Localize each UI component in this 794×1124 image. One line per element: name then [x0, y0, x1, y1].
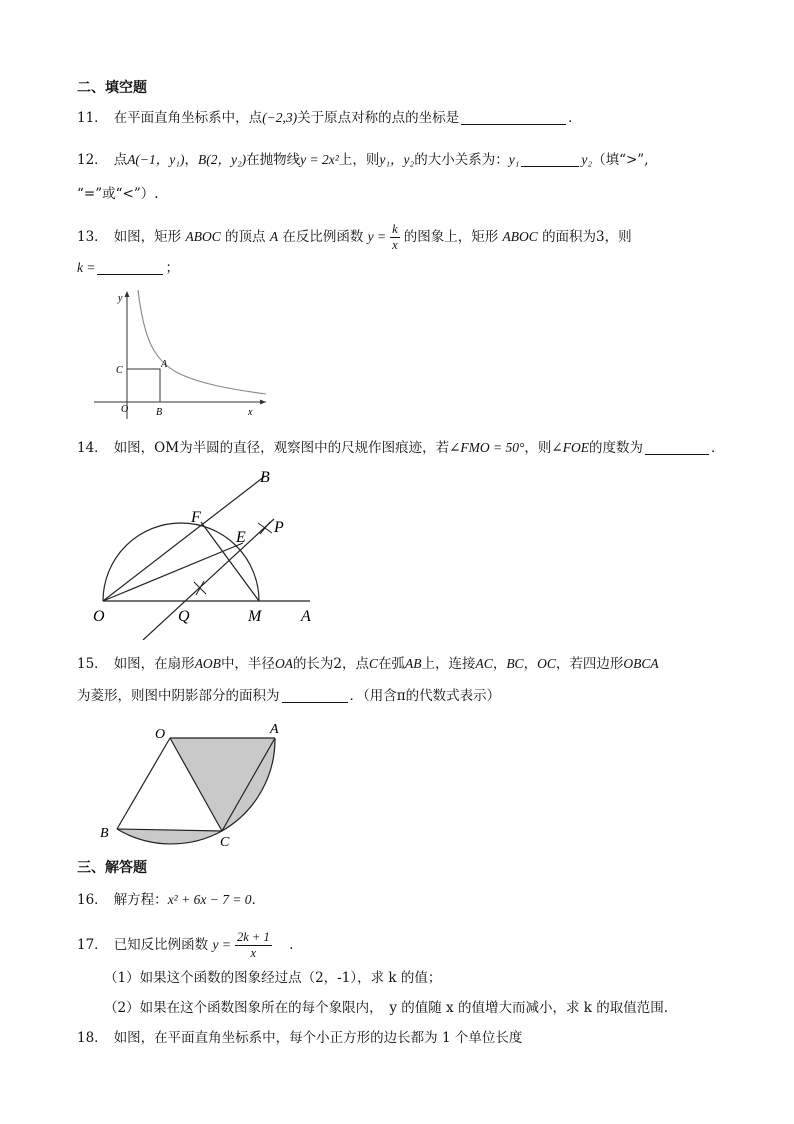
- hyperbola-curve: [138, 290, 266, 394]
- figure-sector-rhombus: [92, 718, 292, 850]
- fraction-denominator: x: [250, 946, 257, 960]
- math-fraction: [390, 222, 400, 253]
- math-fraction: [235, 930, 272, 961]
- question-number: 17．: [77, 937, 108, 953]
- label-b: B: [260, 469, 270, 486]
- answer-blank[interactable]: [645, 440, 709, 455]
- segment-oe: [103, 543, 243, 601]
- segment-fm: [201, 522, 259, 601]
- question-13: [77, 222, 632, 253]
- question-11: [77, 108, 582, 128]
- question-text: 的大小关系为：: [414, 152, 509, 168]
- question-text: 如图，矩形: [113, 229, 182, 245]
- question-text: 点: [113, 152, 128, 168]
- answer-blank[interactable]: [521, 152, 579, 167]
- math-vertex: A: [269, 229, 279, 244]
- fraction-denominator: x: [392, 238, 398, 252]
- punct: ．: [710, 440, 725, 456]
- question-text: 如图，在扇形: [113, 656, 195, 672]
- question-number: 18．: [77, 1030, 108, 1046]
- label-q: Q: [178, 608, 190, 625]
- question-text: ，则: [524, 440, 552, 456]
- math-quad: OBCA: [623, 656, 659, 671]
- math-point: (−2,3): [262, 110, 298, 125]
- punct: ．: [568, 110, 582, 126]
- question-13-line2: [77, 258, 179, 278]
- question-16: [77, 890, 265, 910]
- question-text: 的顶点: [225, 229, 266, 245]
- question-number: 11．: [77, 110, 108, 126]
- math-func-lhs: y =: [212, 937, 231, 952]
- question-15-line2: [77, 686, 500, 706]
- math-arc: AB: [405, 656, 422, 671]
- y-axis-arrow-icon: [125, 291, 130, 297]
- x-axis-arrow-icon: [260, 400, 266, 405]
- label-a: A: [301, 608, 311, 625]
- question-12-line2: “=”或“<”）.: [77, 186, 159, 202]
- math-rect: ABOC: [502, 229, 538, 244]
- question-text: 已知反比例函数: [113, 937, 209, 953]
- label-f: F: [191, 509, 201, 526]
- label-b: B: [156, 407, 163, 418]
- label-x: x: [248, 407, 253, 418]
- question-text: 的长为2，点: [292, 656, 370, 672]
- question-text: 关于原点对称的点的坐标是: [297, 110, 460, 126]
- answer-blank[interactable]: [282, 688, 348, 703]
- label-c: C: [116, 365, 123, 376]
- section-heading-fill-in: 二、填空题: [77, 80, 147, 96]
- question-18: [77, 1028, 522, 1048]
- question-number: 16．: [77, 892, 108, 908]
- question-number: 15．: [77, 656, 108, 672]
- question-number: 13．: [77, 229, 108, 245]
- math-equation: x² + 6x − 7 = 0: [167, 892, 252, 907]
- label-a: A: [161, 359, 168, 370]
- punct: ，: [184, 152, 198, 168]
- label-p: P: [274, 519, 284, 536]
- math-parabola: y = 2x²: [300, 152, 339, 167]
- question-text: 的图象上，矩形: [403, 229, 499, 245]
- punct: ．: [251, 892, 266, 908]
- question-12: [77, 150, 648, 170]
- answer-blank[interactable]: [461, 110, 566, 125]
- math-condition: ∠FMO = 50°: [449, 440, 525, 455]
- question-text: 如图，OM为半圆的直径，观察图中的尺规作图痕迹，若: [113, 440, 450, 456]
- math-k: k =: [77, 260, 96, 275]
- math-angle: ∠FOE: [551, 440, 589, 455]
- question-text: 在抛物线: [246, 152, 301, 168]
- math-radius: OA: [274, 656, 293, 671]
- math-point-a: A(−1，y₁): [127, 152, 185, 167]
- fraction-numerator: 2k + 1: [236, 930, 270, 944]
- question-text: 在平面直角坐标系中，点: [113, 110, 263, 126]
- label-y: y: [118, 293, 123, 304]
- question-text: 上，则: [338, 152, 380, 168]
- punct: ；: [165, 260, 179, 276]
- punct: ．: [289, 937, 303, 953]
- label-b: B: [100, 826, 109, 841]
- math-rect: ABOC: [185, 229, 221, 244]
- question-text: 如图，在平面直角坐标系中，每个小正方形的边长都为 1 个单位长度: [113, 1030, 523, 1046]
- question-14: [77, 438, 724, 458]
- label-o: O: [155, 727, 166, 742]
- math-ys: y₁，y₂: [379, 152, 415, 167]
- question-text: ，若四边形: [555, 656, 624, 672]
- math-y1: y₁: [508, 152, 520, 167]
- question-text: 的面积为3，则: [542, 229, 632, 245]
- question-17-part2: （2）如果在这个函数图象所在的每个象限内， y 的值随 x 的值增大而减小，求 k 的取值范围.: [104, 1000, 669, 1016]
- label-o: O: [121, 404, 129, 415]
- figure-hyperbola: [88, 285, 273, 420]
- math-seg-ac: AC: [475, 656, 493, 671]
- math-func-lhs: y =: [367, 229, 387, 244]
- math-point-b: B(2，y₂): [197, 152, 247, 167]
- math-seg-oc: OC: [537, 656, 556, 671]
- section-heading-solve: 三、解答题: [77, 860, 147, 876]
- label-e: E: [236, 529, 246, 546]
- segment-ob: [117, 738, 170, 829]
- math-seg-bc: BC: [506, 656, 524, 671]
- question-text: 为菱形，则图中阴影部分的面积为: [77, 688, 280, 704]
- question-text: 在弧: [378, 656, 406, 672]
- question-text: 中，半径: [220, 656, 275, 672]
- math-point-c: C: [369, 656, 379, 671]
- answer-blank[interactable]: [97, 260, 163, 275]
- figure-semicircle-construction: [88, 462, 328, 640]
- label-a: A: [270, 722, 279, 737]
- question-17: [77, 930, 303, 961]
- label-m: M: [248, 608, 262, 625]
- question-15: 15． 如图，在扇形AOB中，半径OA的长为2，点C在弧AB上，连接AC，BC，OC，若四边形OBCA: [77, 656, 659, 672]
- fraction-numerator: k: [392, 222, 398, 236]
- math-y2: y₂: [581, 152, 593, 167]
- label-o: O: [93, 608, 105, 625]
- rectangle-aboc: [127, 369, 160, 402]
- question-text: 上，连接: [421, 656, 476, 672]
- question-hint: （填“>”,: [592, 152, 649, 168]
- question-text: 的度数为: [588, 440, 643, 456]
- question-number: 12．: [77, 152, 108, 168]
- math-sector: AOB: [194, 656, 221, 671]
- question-17-part1: （1）如果这个函数的图象经过点（2，-1），求 k 的值；: [104, 970, 442, 986]
- question-number: 14．: [77, 440, 108, 456]
- question-text: 解方程：: [113, 892, 168, 908]
- question-text: ．（用含π的代数式表示）: [349, 688, 501, 704]
- label-c: C: [220, 835, 230, 850]
- question-text: 在反比例函数: [282, 229, 364, 245]
